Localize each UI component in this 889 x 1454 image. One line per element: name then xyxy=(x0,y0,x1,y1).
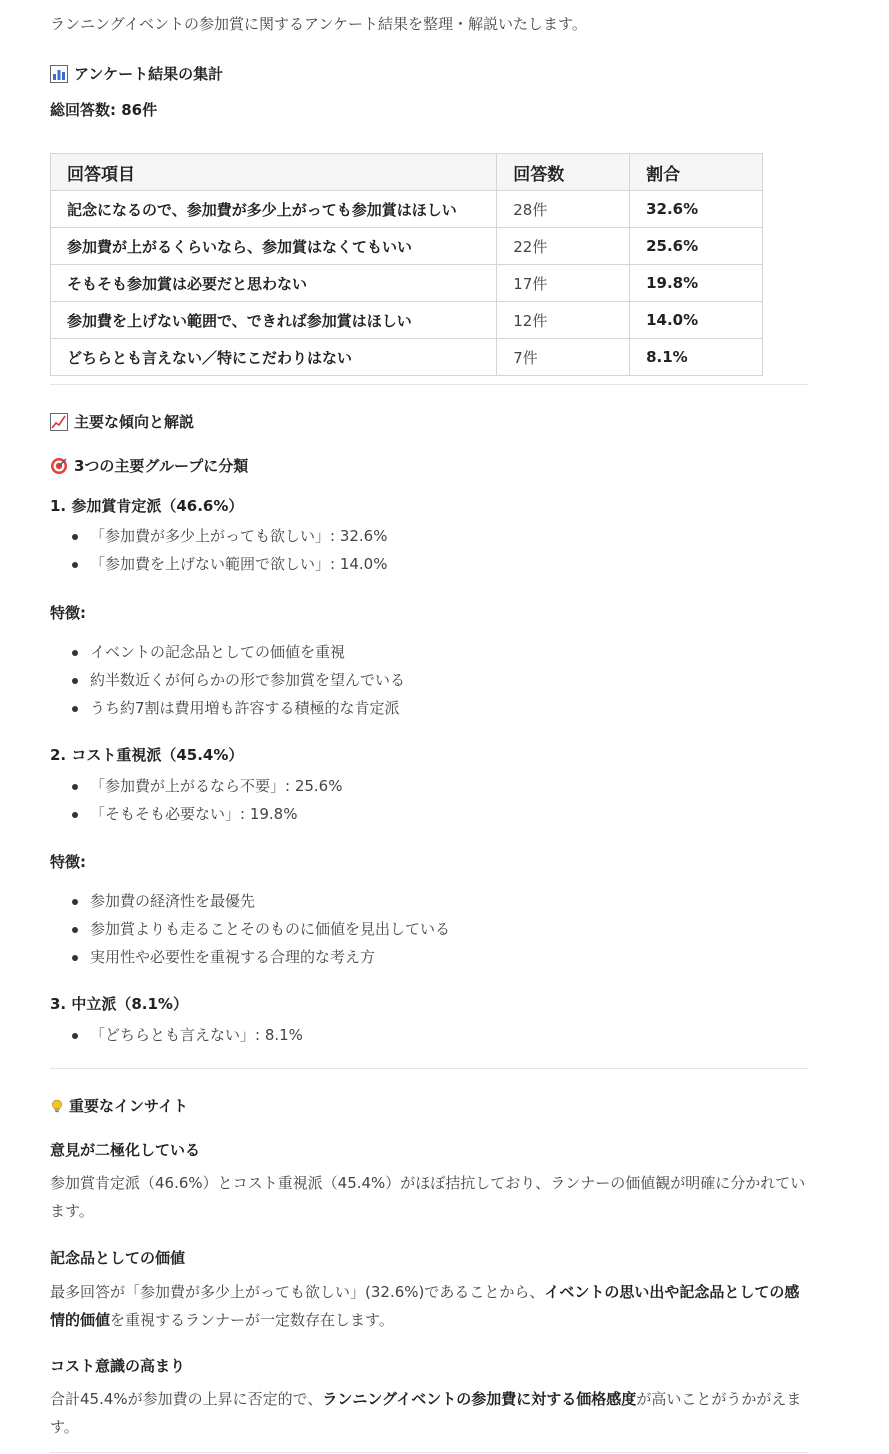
total-responses: 総回答数: 86件 xyxy=(50,101,158,119)
group2-features xyxy=(50,887,450,971)
list-item: 「そもそも必要ない」: 19.8% xyxy=(50,800,342,828)
insight-souvenir-text-c: を重視するランナーが一定数存在します。 xyxy=(110,1311,394,1329)
section-divider xyxy=(50,1452,808,1453)
insight-souvenir-text xyxy=(50,1278,808,1334)
groups-heading-text: 3つの主要グループに分類 xyxy=(74,457,249,475)
list-item: 参加費の経済性を最優先 xyxy=(50,887,450,915)
row-item: そもそも参加賞は必要だと思わない xyxy=(51,265,497,302)
row-count: 12件 xyxy=(497,302,630,339)
list-item: 「参加費を上げない範囲で欲しい」: 14.0% xyxy=(50,550,387,578)
row-percent: 19.8% xyxy=(630,265,763,302)
table-row xyxy=(51,265,763,302)
row-count: 22件 xyxy=(497,228,630,265)
row-count: 17件 xyxy=(497,265,630,302)
row-item: どちらとも言えない／特にこだわりはない xyxy=(51,339,497,376)
row-percent: 8.1% xyxy=(630,339,763,376)
insight-cost-text-a: 合計45.4%が参加費の上昇に否定的で、 xyxy=(50,1390,323,1408)
section-divider xyxy=(50,1068,808,1069)
group1-list xyxy=(50,522,387,578)
group2-feature-label: 特徴: xyxy=(50,853,86,871)
bar-chart-icon xyxy=(50,65,68,83)
row-count: 7件 xyxy=(497,339,630,376)
column-header-count: 回答数 xyxy=(497,154,630,191)
row-count: 28件 xyxy=(497,191,630,228)
group1-features xyxy=(50,638,405,722)
insight-souvenir-title: 記念品としての価値 xyxy=(50,1249,186,1267)
summary-heading xyxy=(50,63,223,85)
summary-heading-text: アンケート結果の集計 xyxy=(74,65,224,83)
insight-souvenir-text-a: 最多回答が「参加費が多少上がっても欲しい」(32.6%)であることから、 xyxy=(50,1283,545,1301)
groups-heading xyxy=(50,455,248,477)
group2-list xyxy=(50,772,342,828)
trends-heading-text: 主要な傾向と解説 xyxy=(74,413,195,431)
group1-title: 1. 参加賞肯定派（46.6%） xyxy=(50,497,244,515)
list-item: 実用性や必要性を重視する合理的な考え方 xyxy=(50,943,450,971)
row-item: 参加費が上がるくらいなら、参加賞はなくてもいい xyxy=(51,228,497,265)
target-icon xyxy=(50,457,68,475)
column-header-item: 回答項目 xyxy=(51,154,497,191)
lightbulb-icon xyxy=(50,1097,64,1115)
insight-cost-text xyxy=(50,1385,808,1441)
table-row xyxy=(51,228,763,265)
section-divider xyxy=(50,384,808,385)
insight-polarized-text: 参加賞肯定派（46.6%）とコスト重視派（45.4%）がほぼ拮抗しており、ランナーの価値観が明確に分かれています。 xyxy=(50,1174,806,1220)
table-row xyxy=(51,339,763,376)
group3-list xyxy=(50,1021,303,1049)
line-chart-icon xyxy=(50,413,68,431)
list-item: イベントの記念品としての価値を重視 xyxy=(50,638,405,666)
row-percent: 14.0% xyxy=(630,302,763,339)
group1-feature-label: 特徴: xyxy=(50,604,86,622)
insights-heading-text: 重要なインサイト xyxy=(69,1097,188,1115)
insight-cost-text-c: が高いことがうかがえます。 xyxy=(50,1390,802,1436)
group2-title: 2. コスト重視派（45.4%） xyxy=(50,746,244,764)
list-item: 参加賞よりも走ることそのものに価値を見出している xyxy=(50,915,450,943)
results-table xyxy=(50,153,763,376)
intro-text: ランニングイベントの参加賞に関するアンケート結果を整理・解説いたします。 xyxy=(50,15,587,33)
insights-heading xyxy=(50,1095,188,1117)
table-row xyxy=(51,191,763,228)
list-item: 「参加費が上がるなら不要」: 25.6% xyxy=(50,772,342,800)
row-item: 参加費を上げない範囲で、できれば参加賞はほしい xyxy=(51,302,497,339)
trends-heading xyxy=(50,411,194,433)
table-header-row xyxy=(51,154,763,191)
row-percent: 25.6% xyxy=(630,228,763,265)
group3-title: 3. 中立派（8.1%） xyxy=(50,995,188,1013)
table-row xyxy=(51,302,763,339)
insight-souvenir-emphasis: イベントの思い出や記念品としての感情的価値 xyxy=(50,1283,800,1329)
insight-polarized-title: 意見が二極化している xyxy=(50,1141,201,1159)
column-header-percent: 割合 xyxy=(630,154,763,191)
list-item: 約半数近くが何らかの形で参加賞を望んでいる xyxy=(50,666,405,694)
list-item: 「どちらとも言えない」: 8.1% xyxy=(50,1021,303,1049)
row-item: 記念になるので、参加費が多少上がっても参加賞はほしい xyxy=(51,191,497,228)
row-percent: 32.6% xyxy=(630,191,763,228)
list-item: うち約7割は費用増も許容する積極的な肯定派 xyxy=(50,694,405,722)
insight-cost-emphasis: ランニングイベントの参加費に対する価格感度 xyxy=(322,1390,637,1408)
list-item: 「参加費が多少上がっても欲しい」: 32.6% xyxy=(50,522,387,550)
insight-cost-title: コスト意識の高まり xyxy=(50,1357,186,1375)
